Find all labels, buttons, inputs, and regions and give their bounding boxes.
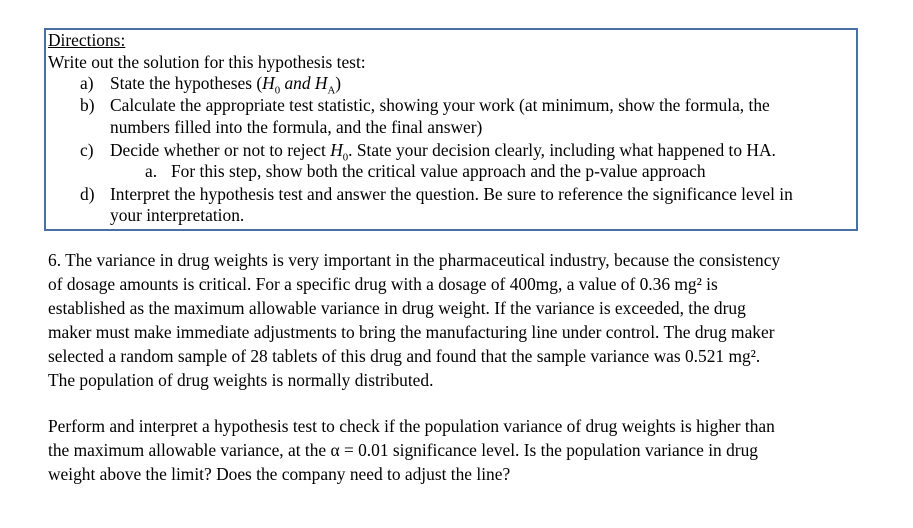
problem-line: maker must make immediate adjustments to bring the manufacturing line under control. The drug maker — [48, 322, 775, 342]
item-d-marker: d) — [80, 184, 95, 204]
item-d-text-line2: your interpretation. — [110, 205, 245, 225]
problem-paragraph-1 — [48, 248, 868, 392]
item-d-text-line1: Interpret the hypothesis test and answer the question. Be sure to reference the significance level in — [110, 184, 793, 204]
problem-line: The population of drug weights is normally distributed. — [48, 370, 434, 390]
problem-line: 6. The variance in drug weights is very important in the pharmaceutical industry, because the consistency — [48, 250, 781, 270]
problem-line: established as the maximum allowable variance in drug weight. If the variance is exceeded, the drug — [48, 298, 746, 318]
item-a-text: State the hypotheses ($H_0$ and $H_A$) — [110, 73, 342, 97]
problem-line: selected a random sample of 28 tablets of this drug and found that the sample variance was 0.521 mg². — [48, 346, 761, 366]
item-c-sub-marker: a. — [145, 161, 158, 181]
problem-paragraph-2 — [48, 414, 868, 486]
question-line: weight above the limit? Does the company need to adjust the line? — [48, 464, 511, 484]
problem-line: of dosage amounts is critical. For a specific drug with a dosage of 400mg, a value of 0.36 mg² is — [48, 274, 718, 294]
item-b-text-line1: Calculate the appropriate test statistic, showing your work (at minimum, show the formula, the — [110, 95, 770, 115]
question-line: Perform and interpret a hypothesis test to check if the population variance of drug weights is higher than — [48, 416, 775, 436]
item-c-sub-text: For this step, show both the critical value approach and the p-value approach — [171, 161, 706, 181]
item-b-text-line2: numbers filled into the formula, and the final answer) — [110, 117, 483, 137]
item-b-marker: b) — [80, 95, 95, 115]
directions-heading: Directions: — [48, 30, 126, 50]
item-c-text: Decide whether or not to reject $H_0$. State your decision clearly, including what happened to HA. — [110, 140, 776, 164]
item-c-marker: c) — [80, 140, 94, 160]
question-line: the maximum allowable variance, at the α = 0.01 significance level. Is the population variance in drug — [48, 440, 758, 460]
item-a-marker: a) — [80, 73, 94, 93]
directions-intro: Write out the solution for this hypothesis test: — [48, 52, 366, 72]
